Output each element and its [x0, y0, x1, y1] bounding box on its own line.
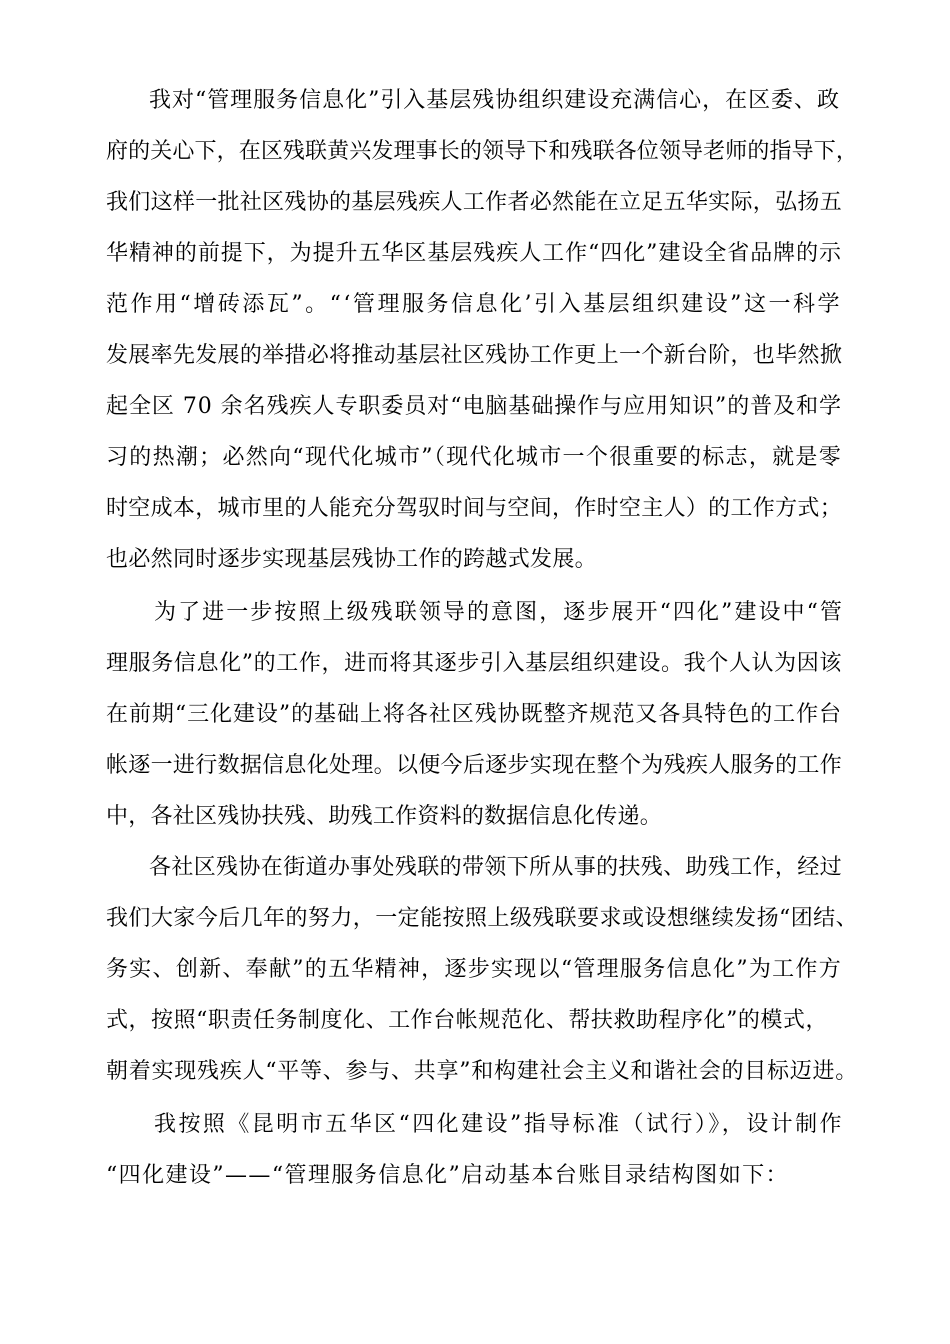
text-line: 务实、创新、奉献”的五华精神，逐步实现以“管理服务信息化”为工作方 [106, 957, 842, 982]
text-line: 中，各社区残协扶残、助残工作资料的数据信息化传递。 [106, 804, 662, 829]
text-line: 府的关心下，在区残联黄兴发理事长的领导下和残联各位领导老师的指导下， [106, 139, 858, 164]
text-line: 起全区 70 余名残疾人专职委员对“电脑基础操作与应用知识”的普及和学 [106, 394, 843, 419]
text-line: 时空成本，城市里的人能充分驾驭时间与空间，作时空主人）的工作方式； [106, 496, 843, 521]
text-line: 我按照《昆明市五华区“四化建设”指导标准（试行）》，设计制作 [154, 1112, 844, 1137]
text-line: 范作用“增砖添瓦”。“‘管理服务信息化’引入基层组织建设”这一科学 [106, 292, 843, 317]
text-line: 式，按照“职责任务制度化、工作台帐规范化、帮扶救助程序化”的模式， [106, 1008, 828, 1033]
text-line: 习的热潮；必然向“现代化城市”（现代化城市一个很重要的标志，就是零 [106, 445, 843, 470]
text-line: 华精神的前提下，为提升五华区基层残疾人工作“四化”建设全省品牌的示 [106, 241, 843, 266]
text-line: 也必然同时逐步实现基层残协工作的跨越式发展。 [106, 547, 597, 572]
text-line: 朝着实现残疾人“平等、参与、共享”和构建社会主义和谐社会的目标迈进。 [106, 1059, 858, 1084]
text-line: 理服务信息化”的工作，进而将其逐步引入基层组织建设。我个人认为因该 [106, 651, 843, 676]
text-line: 我们大家今后几年的努力，一定能按照上级残联要求或设想继续发扬“团结、 [106, 906, 859, 931]
text-line: “四化建设”——“管理服务信息化”启动基本台账目录结构图如下： [106, 1163, 789, 1188]
text-line: 帐逐一进行数据信息化处理。以便今后逐步实现在整个为残疾人服务的工作 [106, 753, 843, 778]
text-line: 我对“管理服务信息化”引入基层残协组织建设充满信心，在区委、政 [149, 88, 841, 113]
text-line: 为了进一步按照上级残联领导的意图，逐步展开“四化”建设中“管 [154, 600, 844, 625]
text-line: 各社区残协在街道办事处残联的带领下所从事的扶残、助残工作，经过 [149, 855, 842, 880]
text-line: 我们这样一批社区残协的基层残疾人工作者必然能在立足五华实际，弘扬五 [106, 190, 843, 215]
text-line: 在前期“三化建设”的基础上将各社区残协既整齐规范又各具特色的工作台 [106, 702, 843, 727]
text-line: 发展率先发展的举措必将推动基层社区残协工作更上一个新台阶，也毕然掀 [106, 343, 843, 368]
